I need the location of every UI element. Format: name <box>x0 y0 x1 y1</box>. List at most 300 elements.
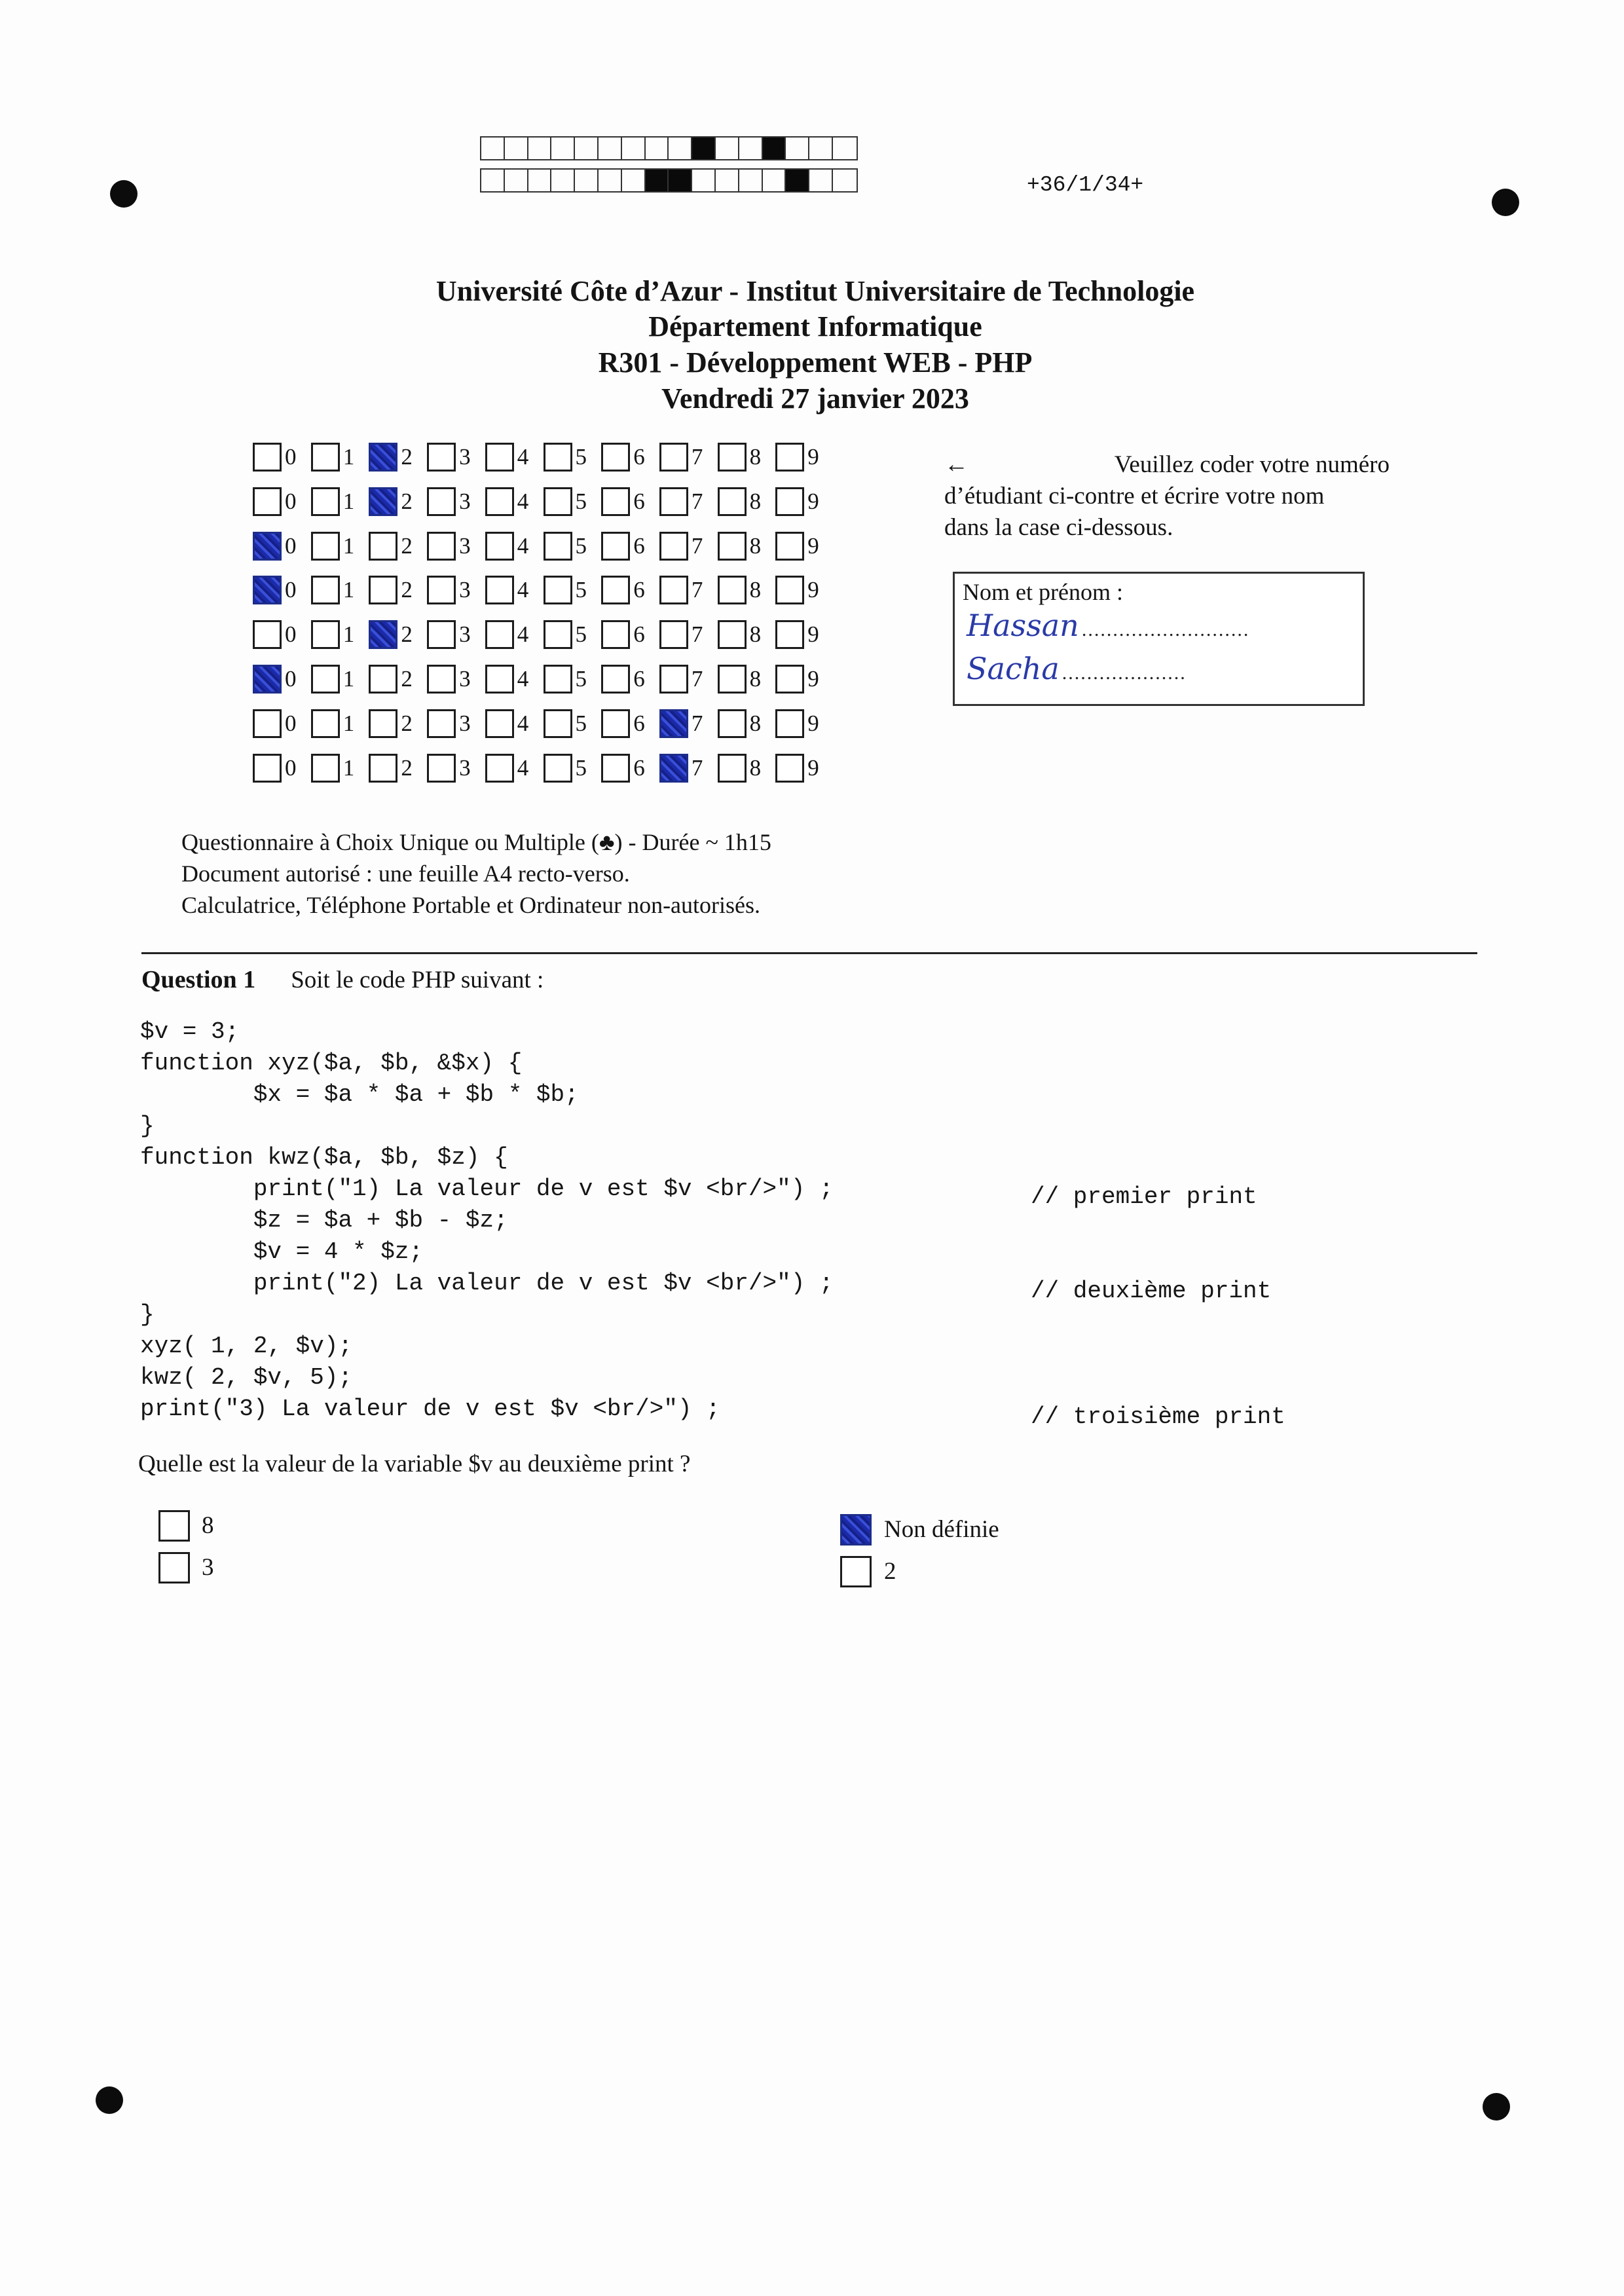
digit-option-4[interactable] <box>485 707 543 743</box>
digit-checkbox[interactable] <box>369 487 397 516</box>
digit-label: 4 <box>517 489 529 514</box>
digit-option-1[interactable] <box>311 485 369 521</box>
digit-label: 8 <box>749 444 762 470</box>
digit-option-0[interactable] <box>253 573 310 609</box>
code-cell <box>528 170 552 191</box>
digit-label: 3 <box>459 577 471 602</box>
digit-checkbox[interactable] <box>775 576 804 604</box>
digit-checkbox[interactable] <box>485 754 514 783</box>
code-cell <box>646 170 669 191</box>
digit-checkbox[interactable] <box>659 576 688 604</box>
registration-mark-top-right <box>1492 189 1519 216</box>
digit-option-3[interactable] <box>427 485 485 521</box>
digit-checkbox[interactable] <box>369 754 397 783</box>
digit-option-4[interactable] <box>485 529 543 565</box>
digit-checkbox[interactable] <box>253 532 282 561</box>
digit-option-9[interactable] <box>775 751 833 787</box>
digit-checkbox[interactable] <box>311 754 340 783</box>
digit-label: 4 <box>517 666 529 692</box>
digit-label: 2 <box>401 711 413 736</box>
digit-label: 0 <box>285 621 297 647</box>
code-cell <box>739 170 763 191</box>
digit-label: 2 <box>401 577 413 602</box>
code-cell <box>739 138 763 159</box>
code-cell <box>692 170 716 191</box>
code-cell <box>763 138 786 159</box>
answer-label-2: 2 <box>884 1558 896 1585</box>
digit-checkbox[interactable] <box>775 620 804 649</box>
digit-checkbox[interactable] <box>369 576 397 604</box>
digit-checkbox[interactable] <box>544 620 572 649</box>
code-cell <box>551 170 575 191</box>
answer-checkbox-3[interactable] <box>158 1552 190 1583</box>
digit-option-2[interactable] <box>369 662 426 698</box>
title-date: Vendredi 27 janvier 2023 <box>661 382 969 415</box>
digit-label: 4 <box>517 577 529 602</box>
handwritten-first-name: Sacha <box>967 651 1060 686</box>
digit-checkbox[interactable] <box>601 620 630 649</box>
digit-option-8[interactable] <box>718 751 775 787</box>
question-header <box>141 965 544 994</box>
code-cell <box>786 170 809 191</box>
digit-option-5[interactable] <box>544 751 601 787</box>
digit-option-4[interactable] <box>485 485 543 521</box>
registration-mark-bottom-right <box>1483 2093 1510 2120</box>
digit-checkbox[interactable] <box>718 665 747 694</box>
digit-option-5[interactable] <box>544 707 601 743</box>
digit-checkbox[interactable] <box>544 665 572 694</box>
binary-code-row-2 <box>480 168 858 193</box>
digit-label: 9 <box>807 755 819 781</box>
digit-option-1[interactable] <box>311 618 369 654</box>
digit-option-7[interactable] <box>659 440 717 476</box>
digit-option-0[interactable] <box>253 529 310 565</box>
digit-checkbox[interactable] <box>775 665 804 694</box>
digit-checkbox[interactable] <box>311 576 340 604</box>
digit-label: 3 <box>459 489 471 514</box>
digit-checkbox[interactable] <box>253 665 282 694</box>
digit-option-2[interactable] <box>369 707 426 743</box>
answer-checkbox-8[interactable] <box>158 1510 190 1542</box>
digit-option-6[interactable] <box>601 485 659 521</box>
digit-checkbox[interactable] <box>369 443 397 472</box>
digit-option-2[interactable] <box>369 751 426 787</box>
digit-checkbox[interactable] <box>659 487 688 516</box>
code-cell <box>599 170 622 191</box>
digit-option-0[interactable] <box>253 707 310 743</box>
digit-checkbox[interactable] <box>253 487 282 516</box>
digit-option-6[interactable] <box>601 618 659 654</box>
digit-label: 5 <box>575 755 587 781</box>
digit-label: 2 <box>401 755 413 781</box>
digit-option-7[interactable] <box>659 485 717 521</box>
digit-label: 6 <box>633 489 645 514</box>
digit-option-8[interactable] <box>718 485 775 521</box>
digit-option-7[interactable] <box>659 529 717 565</box>
handwritten-last-name: Hassan <box>967 608 1079 643</box>
digit-label: 1 <box>342 755 355 781</box>
digit-option-7[interactable] <box>659 573 717 609</box>
registration-mark-bottom-left <box>96 2086 123 2114</box>
digit-checkbox[interactable] <box>601 709 630 738</box>
section-divider <box>141 952 1477 954</box>
digit-checkbox[interactable] <box>718 532 747 561</box>
question-intro: Soit le code PHP suivant : <box>291 967 544 993</box>
digit-option-9[interactable] <box>775 662 833 698</box>
digit-label: 9 <box>807 533 819 559</box>
digit-label: 3 <box>459 666 471 692</box>
digit-checkbox[interactable] <box>601 532 630 561</box>
digit-checkbox[interactable] <box>311 620 340 649</box>
digit-checkbox[interactable] <box>544 576 572 604</box>
digit-option-9[interactable] <box>775 573 833 609</box>
digit-label: 5 <box>575 533 587 559</box>
digit-label: 2 <box>401 666 413 692</box>
digit-option-8[interactable] <box>718 440 775 476</box>
digit-label: 0 <box>285 666 297 692</box>
digit-checkbox[interactable] <box>718 487 747 516</box>
digit-checkbox[interactable] <box>659 532 688 561</box>
digit-checkbox[interactable] <box>485 487 514 516</box>
digit-label: 1 <box>342 666 355 692</box>
code-cell <box>528 138 552 159</box>
digit-checkbox[interactable] <box>718 576 747 604</box>
comment-troisieme-print: // troisième print <box>1031 1403 1285 1430</box>
digit-label: 7 <box>691 755 703 781</box>
digit-checkbox[interactable] <box>427 443 456 472</box>
digit-checkbox[interactable] <box>427 532 456 561</box>
digit-label: 1 <box>342 444 355 470</box>
digit-option-4[interactable] <box>485 751 543 787</box>
name-dots-line-2: .................... <box>1061 662 1187 684</box>
digit-label: 2 <box>401 533 413 559</box>
digit-checkbox[interactable] <box>253 443 282 472</box>
digit-label: 7 <box>691 711 703 736</box>
code-cell <box>809 138 833 159</box>
digit-option-2[interactable] <box>369 529 426 565</box>
digit-option-4[interactable] <box>485 618 543 654</box>
answer-checkbox-2[interactable] <box>840 1556 872 1587</box>
digit-option-5[interactable] <box>544 618 601 654</box>
digit-checkbox[interactable] <box>601 487 630 516</box>
digit-option-3[interactable] <box>427 662 485 698</box>
question-label: Question 1 <box>141 966 256 993</box>
digit-option-1[interactable] <box>311 529 369 565</box>
digit-option-5[interactable] <box>544 529 601 565</box>
digit-option-0[interactable] <box>253 485 310 521</box>
digit-label: 7 <box>691 444 703 470</box>
digit-checkbox[interactable] <box>311 532 340 561</box>
digit-checkbox[interactable] <box>659 665 688 694</box>
digit-checkbox[interactable] <box>659 754 688 783</box>
digit-label: 6 <box>633 755 645 781</box>
digit-label: 8 <box>749 577 762 602</box>
digit-checkbox[interactable] <box>311 487 340 516</box>
digit-checkbox[interactable] <box>601 754 630 783</box>
code-cell <box>599 138 622 159</box>
digit-option-1[interactable] <box>311 662 369 698</box>
digit-option-3[interactable] <box>427 618 485 654</box>
title-department: Département Informatique <box>648 310 982 343</box>
digit-label: 3 <box>459 533 471 559</box>
digit-label: 7 <box>691 577 703 602</box>
digit-option-3[interactable] <box>427 707 485 743</box>
digit-label: 5 <box>575 489 587 514</box>
code-cell <box>481 170 505 191</box>
digit-label: 9 <box>807 666 819 692</box>
binary-code-row-1 <box>480 136 858 160</box>
digit-checkbox[interactable] <box>427 754 456 783</box>
digit-option-6[interactable] <box>601 662 659 698</box>
digit-checkbox[interactable] <box>718 443 747 472</box>
digit-checkbox[interactable] <box>601 443 630 472</box>
digit-label: 9 <box>807 444 819 470</box>
code-cell <box>646 138 669 159</box>
digit-option-8[interactable] <box>718 529 775 565</box>
question-prompt: Quelle est la valeur de la variable $v au deuxième print ? <box>138 1451 691 1477</box>
digit-checkbox[interactable] <box>718 620 747 649</box>
digit-checkbox[interactable] <box>544 709 572 738</box>
digit-option-7[interactable] <box>659 751 717 787</box>
digit-option-9[interactable] <box>775 529 833 565</box>
digit-option-0[interactable] <box>253 440 310 476</box>
comment-deuxieme-print: // deuxième print <box>1031 1278 1272 1305</box>
digit-label: 1 <box>342 533 355 559</box>
page-reference: +36/1/34+ <box>1027 173 1144 197</box>
digit-checkbox[interactable] <box>427 487 456 516</box>
digit-label: 8 <box>749 489 762 514</box>
digit-option-8[interactable] <box>718 662 775 698</box>
digit-label: 6 <box>633 666 645 692</box>
digit-option-6[interactable] <box>601 707 659 743</box>
digit-label: 3 <box>459 755 471 781</box>
digit-label: 0 <box>285 577 297 602</box>
digit-checkbox[interactable] <box>369 532 397 561</box>
digit-checkbox[interactable] <box>544 754 572 783</box>
digit-label: 1 <box>342 577 355 602</box>
digit-option-3[interactable] <box>427 529 485 565</box>
digit-checkbox[interactable] <box>775 443 804 472</box>
digit-checkbox[interactable] <box>369 709 397 738</box>
code-cell <box>833 138 857 159</box>
comment-premier-print: // premier print <box>1031 1183 1257 1210</box>
code-cell <box>833 170 857 191</box>
digit-checkbox[interactable] <box>311 665 340 694</box>
digit-option-9[interactable] <box>775 707 833 743</box>
digit-checkbox[interactable] <box>427 576 456 604</box>
instructions <box>944 449 1390 544</box>
digit-label: 7 <box>691 666 703 692</box>
digit-option-6[interactable] <box>601 751 659 787</box>
digit-label: 1 <box>342 711 355 736</box>
digit-checkbox[interactable] <box>601 665 630 694</box>
digit-checkbox[interactable] <box>659 709 688 738</box>
digit-label: 6 <box>633 577 645 602</box>
digit-label: 4 <box>517 755 529 781</box>
code-cell <box>551 138 575 159</box>
digit-option-7[interactable] <box>659 618 717 654</box>
code-cell <box>505 170 528 191</box>
digit-checkbox[interactable] <box>775 709 804 738</box>
code-cell <box>481 138 505 159</box>
digit-checkbox[interactable] <box>427 709 456 738</box>
digit-checkbox[interactable] <box>718 709 747 738</box>
code-cell <box>622 138 646 159</box>
digit-option-1[interactable] <box>311 707 369 743</box>
code-cell <box>763 170 786 191</box>
instruction-line-3: dans la case ci-dessous. <box>944 514 1173 541</box>
exam-info <box>181 826 771 921</box>
digit-option-3[interactable] <box>427 440 485 476</box>
digit-option-4[interactable] <box>485 440 543 476</box>
digit-label: 1 <box>342 489 355 514</box>
digit-option-3[interactable] <box>427 573 485 609</box>
digit-label: 9 <box>807 711 819 736</box>
digit-label: 4 <box>517 533 529 559</box>
digit-checkbox[interactable] <box>544 443 572 472</box>
instruction-line-1: Veuillez coder votre numéro <box>1114 451 1390 478</box>
digit-label: 0 <box>285 533 297 559</box>
digit-checkbox[interactable] <box>253 709 282 738</box>
code-cell <box>716 138 739 159</box>
digit-option-1[interactable] <box>311 751 369 787</box>
digit-option-8[interactable] <box>718 573 775 609</box>
digit-checkbox[interactable] <box>775 532 804 561</box>
digit-option-0[interactable] <box>253 618 310 654</box>
code-cell <box>622 170 646 191</box>
digit-checkbox[interactable] <box>544 532 572 561</box>
digit-checkbox[interactable] <box>253 620 282 649</box>
answer-label-non-definie: Non définie <box>884 1516 999 1543</box>
code-cell <box>692 138 716 159</box>
digit-label: 3 <box>459 621 471 647</box>
digit-label: 7 <box>691 533 703 559</box>
digit-label: 8 <box>749 666 762 692</box>
digit-checkbox[interactable] <box>775 487 804 516</box>
digit-label: 1 <box>342 621 355 647</box>
digit-checkbox[interactable] <box>369 620 397 649</box>
digit-label: 5 <box>575 621 587 647</box>
answer-label-8: 8 <box>202 1512 214 1539</box>
digit-label: 6 <box>633 621 645 647</box>
digit-option-2[interactable] <box>369 440 426 476</box>
digit-label: 9 <box>807 621 819 647</box>
code-cell <box>575 138 599 159</box>
digit-checkbox[interactable] <box>485 620 514 649</box>
digit-option-6[interactable] <box>601 573 659 609</box>
digit-checkbox[interactable] <box>659 620 688 649</box>
digit-checkbox[interactable] <box>485 532 514 561</box>
digit-option-9[interactable] <box>775 618 833 654</box>
code-cell <box>575 170 599 191</box>
code-cell <box>669 170 692 191</box>
digit-option-5[interactable] <box>544 440 601 476</box>
digit-label: 5 <box>575 711 587 736</box>
digit-option-8[interactable] <box>718 707 775 743</box>
digit-checkbox[interactable] <box>775 754 804 783</box>
digit-checkbox[interactable] <box>253 576 282 604</box>
digit-option-0[interactable] <box>253 751 310 787</box>
digit-checkbox[interactable] <box>485 576 514 604</box>
digit-option-6[interactable] <box>601 529 659 565</box>
digit-option-6[interactable] <box>601 440 659 476</box>
digit-label: 8 <box>749 533 762 559</box>
digit-label: 4 <box>517 444 529 470</box>
digit-option-5[interactable] <box>544 662 601 698</box>
digit-option-9[interactable] <box>775 440 833 476</box>
digit-checkbox[interactable] <box>427 665 456 694</box>
digit-checkbox[interactable] <box>659 443 688 472</box>
digit-option-2[interactable] <box>369 618 426 654</box>
digit-checkbox[interactable] <box>311 443 340 472</box>
code-cell <box>786 138 809 159</box>
digit-label: 2 <box>401 444 413 470</box>
answer-checkbox-non-definie[interactable] <box>840 1514 872 1546</box>
digit-checkbox[interactable] <box>485 665 514 694</box>
digit-option-8[interactable] <box>718 618 775 654</box>
digit-checkbox[interactable] <box>718 754 747 783</box>
code-cell <box>809 170 833 191</box>
digit-checkbox[interactable] <box>369 665 397 694</box>
digit-checkbox[interactable] <box>544 487 572 516</box>
digit-option-4[interactable] <box>485 573 543 609</box>
name-box[interactable] <box>953 572 1365 706</box>
digit-checkbox[interactable] <box>485 443 514 472</box>
digit-option-1[interactable] <box>311 573 369 609</box>
digit-label: 0 <box>285 755 297 781</box>
digit-option-4[interactable] <box>485 662 543 698</box>
digit-option-1[interactable] <box>311 440 369 476</box>
digit-option-2[interactable] <box>369 573 426 609</box>
digit-checkbox[interactable] <box>427 620 456 649</box>
digit-label: 4 <box>517 621 529 647</box>
php-code-block: $v = 3; function xyz($a, $b, &$x) { $x = $a * $a + $b * $b; } function kwz($a, $b, $z) { print("1) La valeur de v est $v <br/>") ; $z = $a + $b - $z; $v = 4 * $z; print("2) La valeur de v est $v <br/>") ; } xyz( 1, 2, $v); kwz( 2, $v, 5); print("3) La valeur de v est $v <br/>") ; <box>140 1018 834 1422</box>
digit-checkbox[interactable] <box>253 754 282 783</box>
digit-label: 8 <box>749 621 762 647</box>
exam-info-document: Document autorisé : une feuille A4 recto-verso. <box>181 861 630 887</box>
digit-option-2[interactable] <box>369 485 426 521</box>
instruction-line-2: d’étudiant ci-contre et écrire votre nom <box>944 483 1325 509</box>
digit-label: 7 <box>691 621 703 647</box>
digit-label: 2 <box>401 621 413 647</box>
digit-label: 6 <box>633 444 645 470</box>
digit-label: 0 <box>285 489 297 514</box>
digit-option-5[interactable] <box>544 485 601 521</box>
digit-checkbox[interactable] <box>485 709 514 738</box>
digit-option-0[interactable] <box>253 662 310 698</box>
name-box-label: Nom et prénom : <box>963 579 1123 605</box>
code-cell <box>505 138 528 159</box>
digit-label: 6 <box>633 711 645 736</box>
digit-option-5[interactable] <box>544 573 601 609</box>
title-course: R301 - Développement WEB - PHP <box>598 346 1033 379</box>
name-dots-line-1: ........................... <box>1081 619 1250 640</box>
digit-checkbox[interactable] <box>311 709 340 738</box>
digit-label: 3 <box>459 711 471 736</box>
digit-option-9[interactable] <box>775 485 833 521</box>
digit-checkbox[interactable] <box>601 576 630 604</box>
code-cell <box>669 138 692 159</box>
digit-option-7[interactable] <box>659 707 717 743</box>
digit-label: 3 <box>459 444 471 470</box>
digit-label: 7 <box>691 489 703 514</box>
digit-option-7[interactable] <box>659 662 717 698</box>
digit-label: 5 <box>575 666 587 692</box>
registration-mark-top-left <box>110 180 138 208</box>
answer-label-3: 3 <box>202 1554 214 1581</box>
digit-option-3[interactable] <box>427 751 485 787</box>
arrow-left-icon: ← <box>944 451 969 478</box>
